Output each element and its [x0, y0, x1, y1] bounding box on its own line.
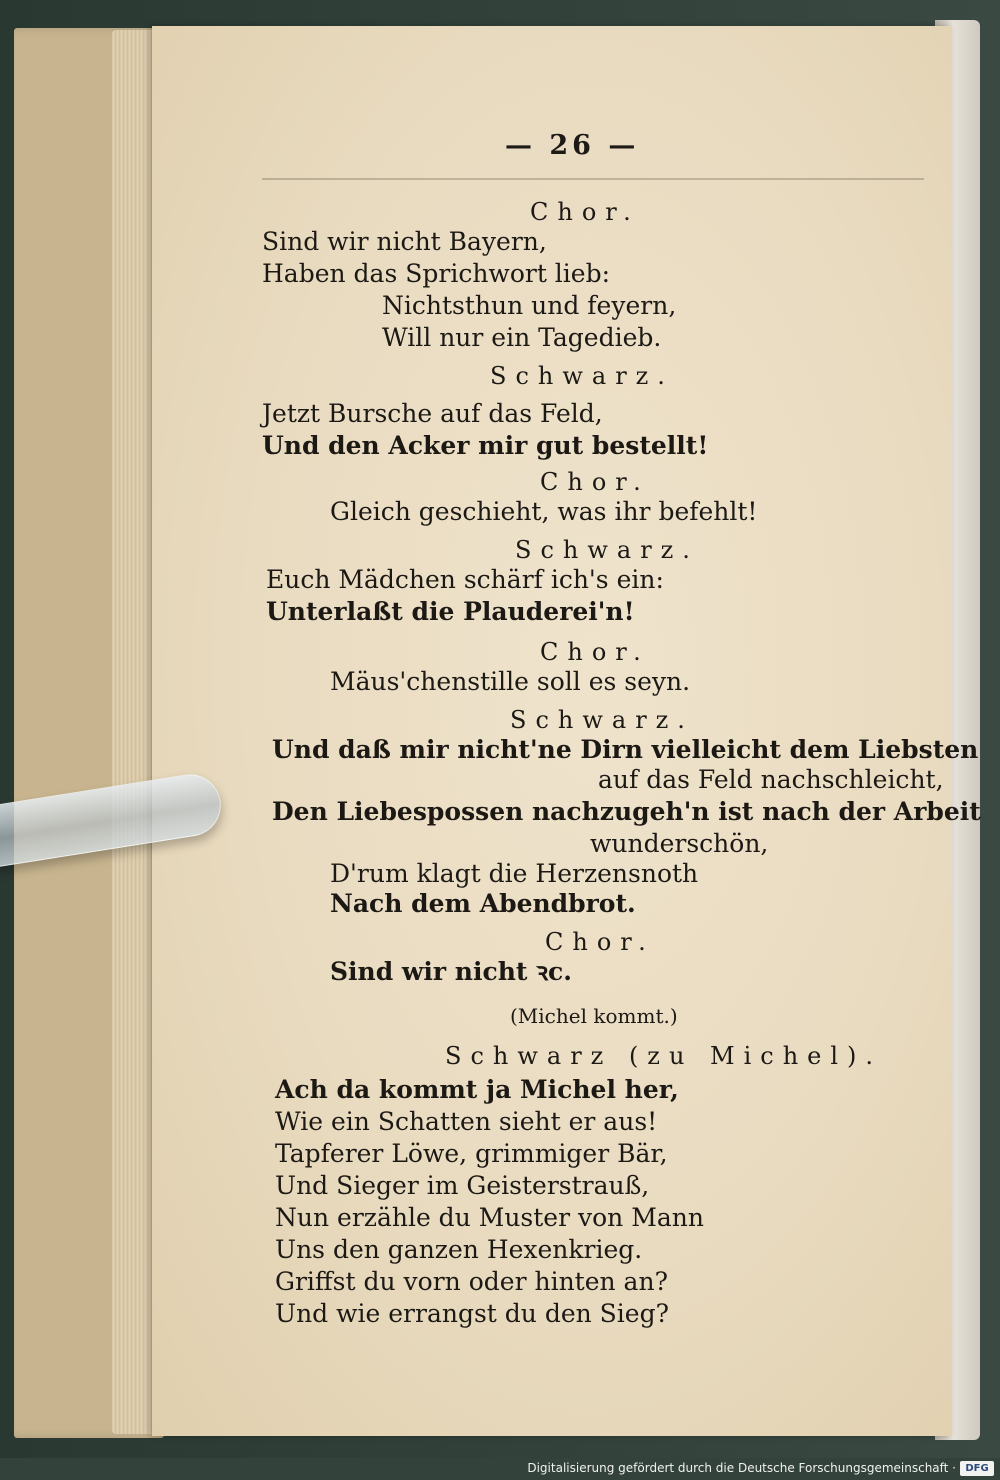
verse-line: Den Liebespossen nachzugeh'n ist nach der Arbeit: [272, 797, 981, 826]
verse-line: Ach da kommt ja Michel her,: [275, 1075, 679, 1104]
speaker-line: Schwarz.: [510, 706, 694, 734]
verse-line: Nun erzähle du Muster von Mann: [275, 1203, 704, 1232]
speaker-line: Chor.: [545, 928, 655, 956]
verse-line: Nichtsthun und feyern,: [382, 291, 677, 320]
verse-line: Jetzt Bursche auf das Feld,: [262, 399, 603, 428]
verse-line: Unterlaßt die Plauderei'n!: [266, 597, 635, 626]
verse-line: Und den Acker mir gut bestellt!: [262, 431, 709, 460]
page-number: — 26 —: [505, 130, 640, 161]
verse-line: Nach dem Abendbrot.: [330, 889, 636, 918]
verse-line: Sind wir nicht ꝛc.: [330, 957, 572, 986]
speaker-line: Chor.: [540, 468, 650, 496]
verse-line: wunderschön,: [590, 829, 769, 858]
verse-line: Will nur ein Tagedieb.: [382, 323, 662, 352]
dfg-logo: DFG: [960, 1461, 994, 1476]
verse-line: Wie ein Schatten sieht er aus!: [275, 1107, 658, 1136]
verse-line: Uns den ganzen Hexenkrieg.: [275, 1235, 643, 1264]
verse-line: Sind wir nicht Bayern,: [262, 227, 547, 256]
verse-line: Haben das Sprichwort lieb:: [262, 259, 611, 288]
verse-line: auf das Feld nachschleicht,: [598, 765, 944, 794]
speaker-line: Schwarz.: [515, 536, 699, 564]
verse-line: Mäus'chenstille soll es seyn.: [330, 667, 691, 696]
verse-line: D'rum klagt die Herzensnoth: [330, 859, 699, 888]
verse-line: Und daß mir nicht'ne Dirn vielleicht dem Liebsten: [272, 735, 979, 764]
funding-notice: Digitalisierung gefördert durch die Deutsche Forschungsgemeinschaft ·: [527, 1461, 956, 1475]
speaker-line: Schwarz.: [490, 362, 674, 390]
speaker-line: Chor.: [540, 638, 650, 666]
verse-line: Griffst du vorn oder hinten an?: [275, 1267, 668, 1296]
speaker-line: Schwarz (zu Michel).: [445, 1042, 883, 1070]
header-rule: [262, 178, 924, 180]
speaker-line: Chor.: [530, 198, 640, 226]
verse-line: Und Sieger im Geisterstrauß,: [275, 1171, 650, 1200]
verse-line: Tapferer Löwe, grimmiger Bär,: [275, 1139, 668, 1168]
verse-line: Gleich geschieht, was ihr befehlt!: [330, 497, 758, 526]
stage-direction: (Michel kommt.): [510, 1004, 678, 1028]
verse-line: Euch Mädchen schärf ich's ein:: [266, 565, 664, 594]
verse-line: Und wie errangst du den Sieg?: [275, 1299, 670, 1328]
